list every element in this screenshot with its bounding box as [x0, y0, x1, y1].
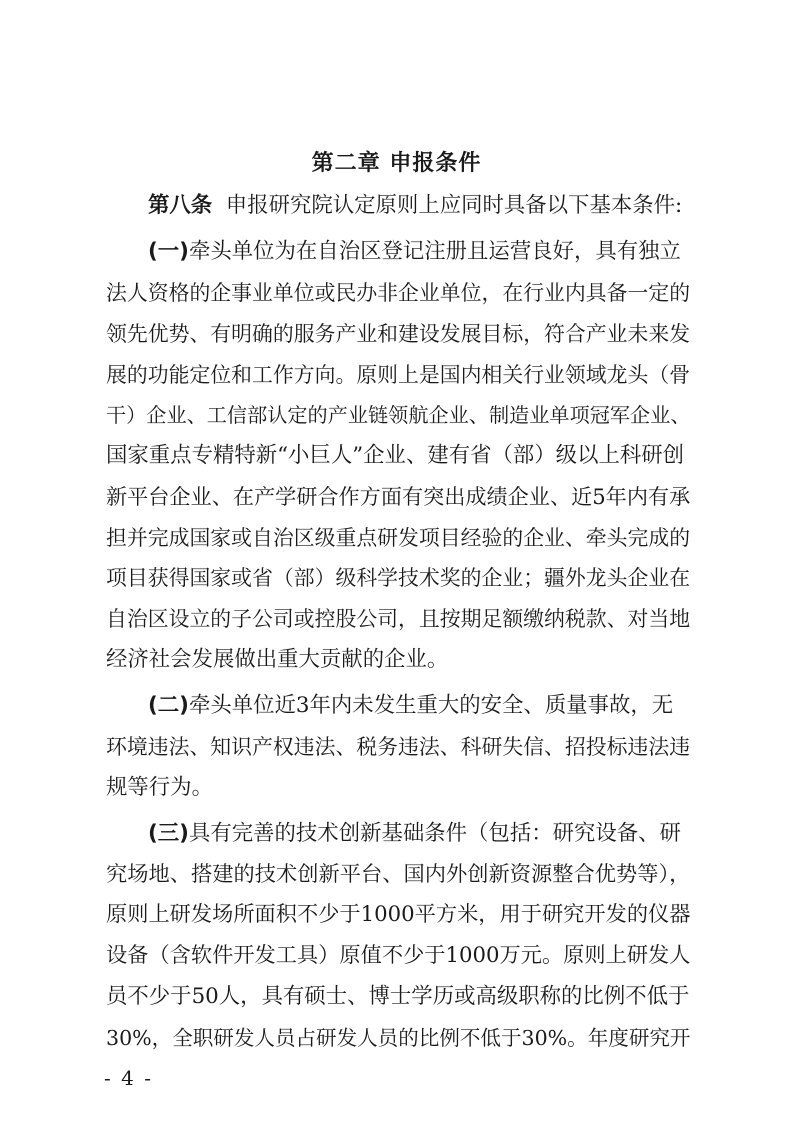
- item-2-text-0: 牵头单位近3年内未发生重大的安全、质量事故，无: [188, 693, 674, 718]
- item-1-line-0: [148, 238, 681, 266]
- item-1-text-0: 牵头单位为在自治区登记注册且运营良好，具有独立: [188, 239, 681, 264]
- article-8-line: [148, 192, 682, 220]
- article-8-text: 申报研究院认定原则上应同时具备以下基本条件:: [225, 193, 683, 218]
- chapter-title: 第二章 申报条件: [311, 151, 482, 176]
- item-3-text-0: 具有完善的技术创新基础条件（包括：研究设备、研: [188, 821, 681, 846]
- item-2-line-0: [148, 692, 673, 720]
- item-1-line-5: 国家重点专精特新“小巨人”企业、建有省（部）级以上科研创: [106, 443, 685, 468]
- item-1-line-9: 自治区设立的子公司或控股公司，且按期足额缴纳税款、对当地: [106, 607, 691, 631]
- item-3-line-2: 原则上研发场所面积不少于1000平方米，用于研究开发的仪器: [106, 902, 691, 927]
- item-1-line-8: 项目获得国家或省（部）级科学技术奖的企业；疆外龙头企业在: [106, 566, 691, 590]
- item-2-label: (二): [148, 693, 189, 718]
- item-3-line-0: [148, 820, 681, 848]
- article-8-label: 第八条: [148, 193, 213, 218]
- item-1-line-6: 新平台企业、在产学研合作方面有突出成绩企业、近5年内有承: [106, 484, 691, 509]
- page-number: - 4 -: [104, 1066, 153, 1090]
- item-3-line-5: 30%，全职研发人员占研发人员的比例不低于30%。年度研究开: [106, 1026, 691, 1050]
- item-3-label: (三): [148, 821, 189, 846]
- item-1-line-2: 领先优势、有明确的服务产业和建设发展目标，符合产业未来发: [106, 322, 691, 346]
- item-3-line-3: 设备（含软件开发工具）原值不少于1000万元。原则上研发人: [106, 943, 691, 968]
- item-1-line-1: 法人资格的企事业单位或民办非企业单位，在行业内具备一定的: [106, 281, 691, 305]
- item-3-line-4: 员不少于50人，具有硕士、博士学历或高级职称的比例不低于: [106, 984, 690, 1009]
- item-2-line-2: 规等行为。: [106, 775, 213, 800]
- item-3-line-1: 究场地、搭建的技术创新平台、国内外创新资源整合优势等），: [106, 862, 691, 887]
- item-1-label: (一): [148, 239, 189, 264]
- item-1-line-4: 干）企业、工信部认定的产业链领航企业、制造业单项冠军企业、: [106, 403, 691, 427]
- item-1-line-3: 展的功能定位和工作方向。原则上是国内相关行业领域龙头（骨: [106, 363, 691, 387]
- item-2-line-1: 环境违法、知识产权违法、税务违法、科研失信、招投标违法违: [106, 735, 691, 759]
- item-1-line-10: 经济社会发展做出重大贡献的企业。: [106, 647, 449, 672]
- item-1-line-7: 担并完成国家或自治区级重点研发项目经验的企业、牵头完成的: [106, 526, 691, 550]
